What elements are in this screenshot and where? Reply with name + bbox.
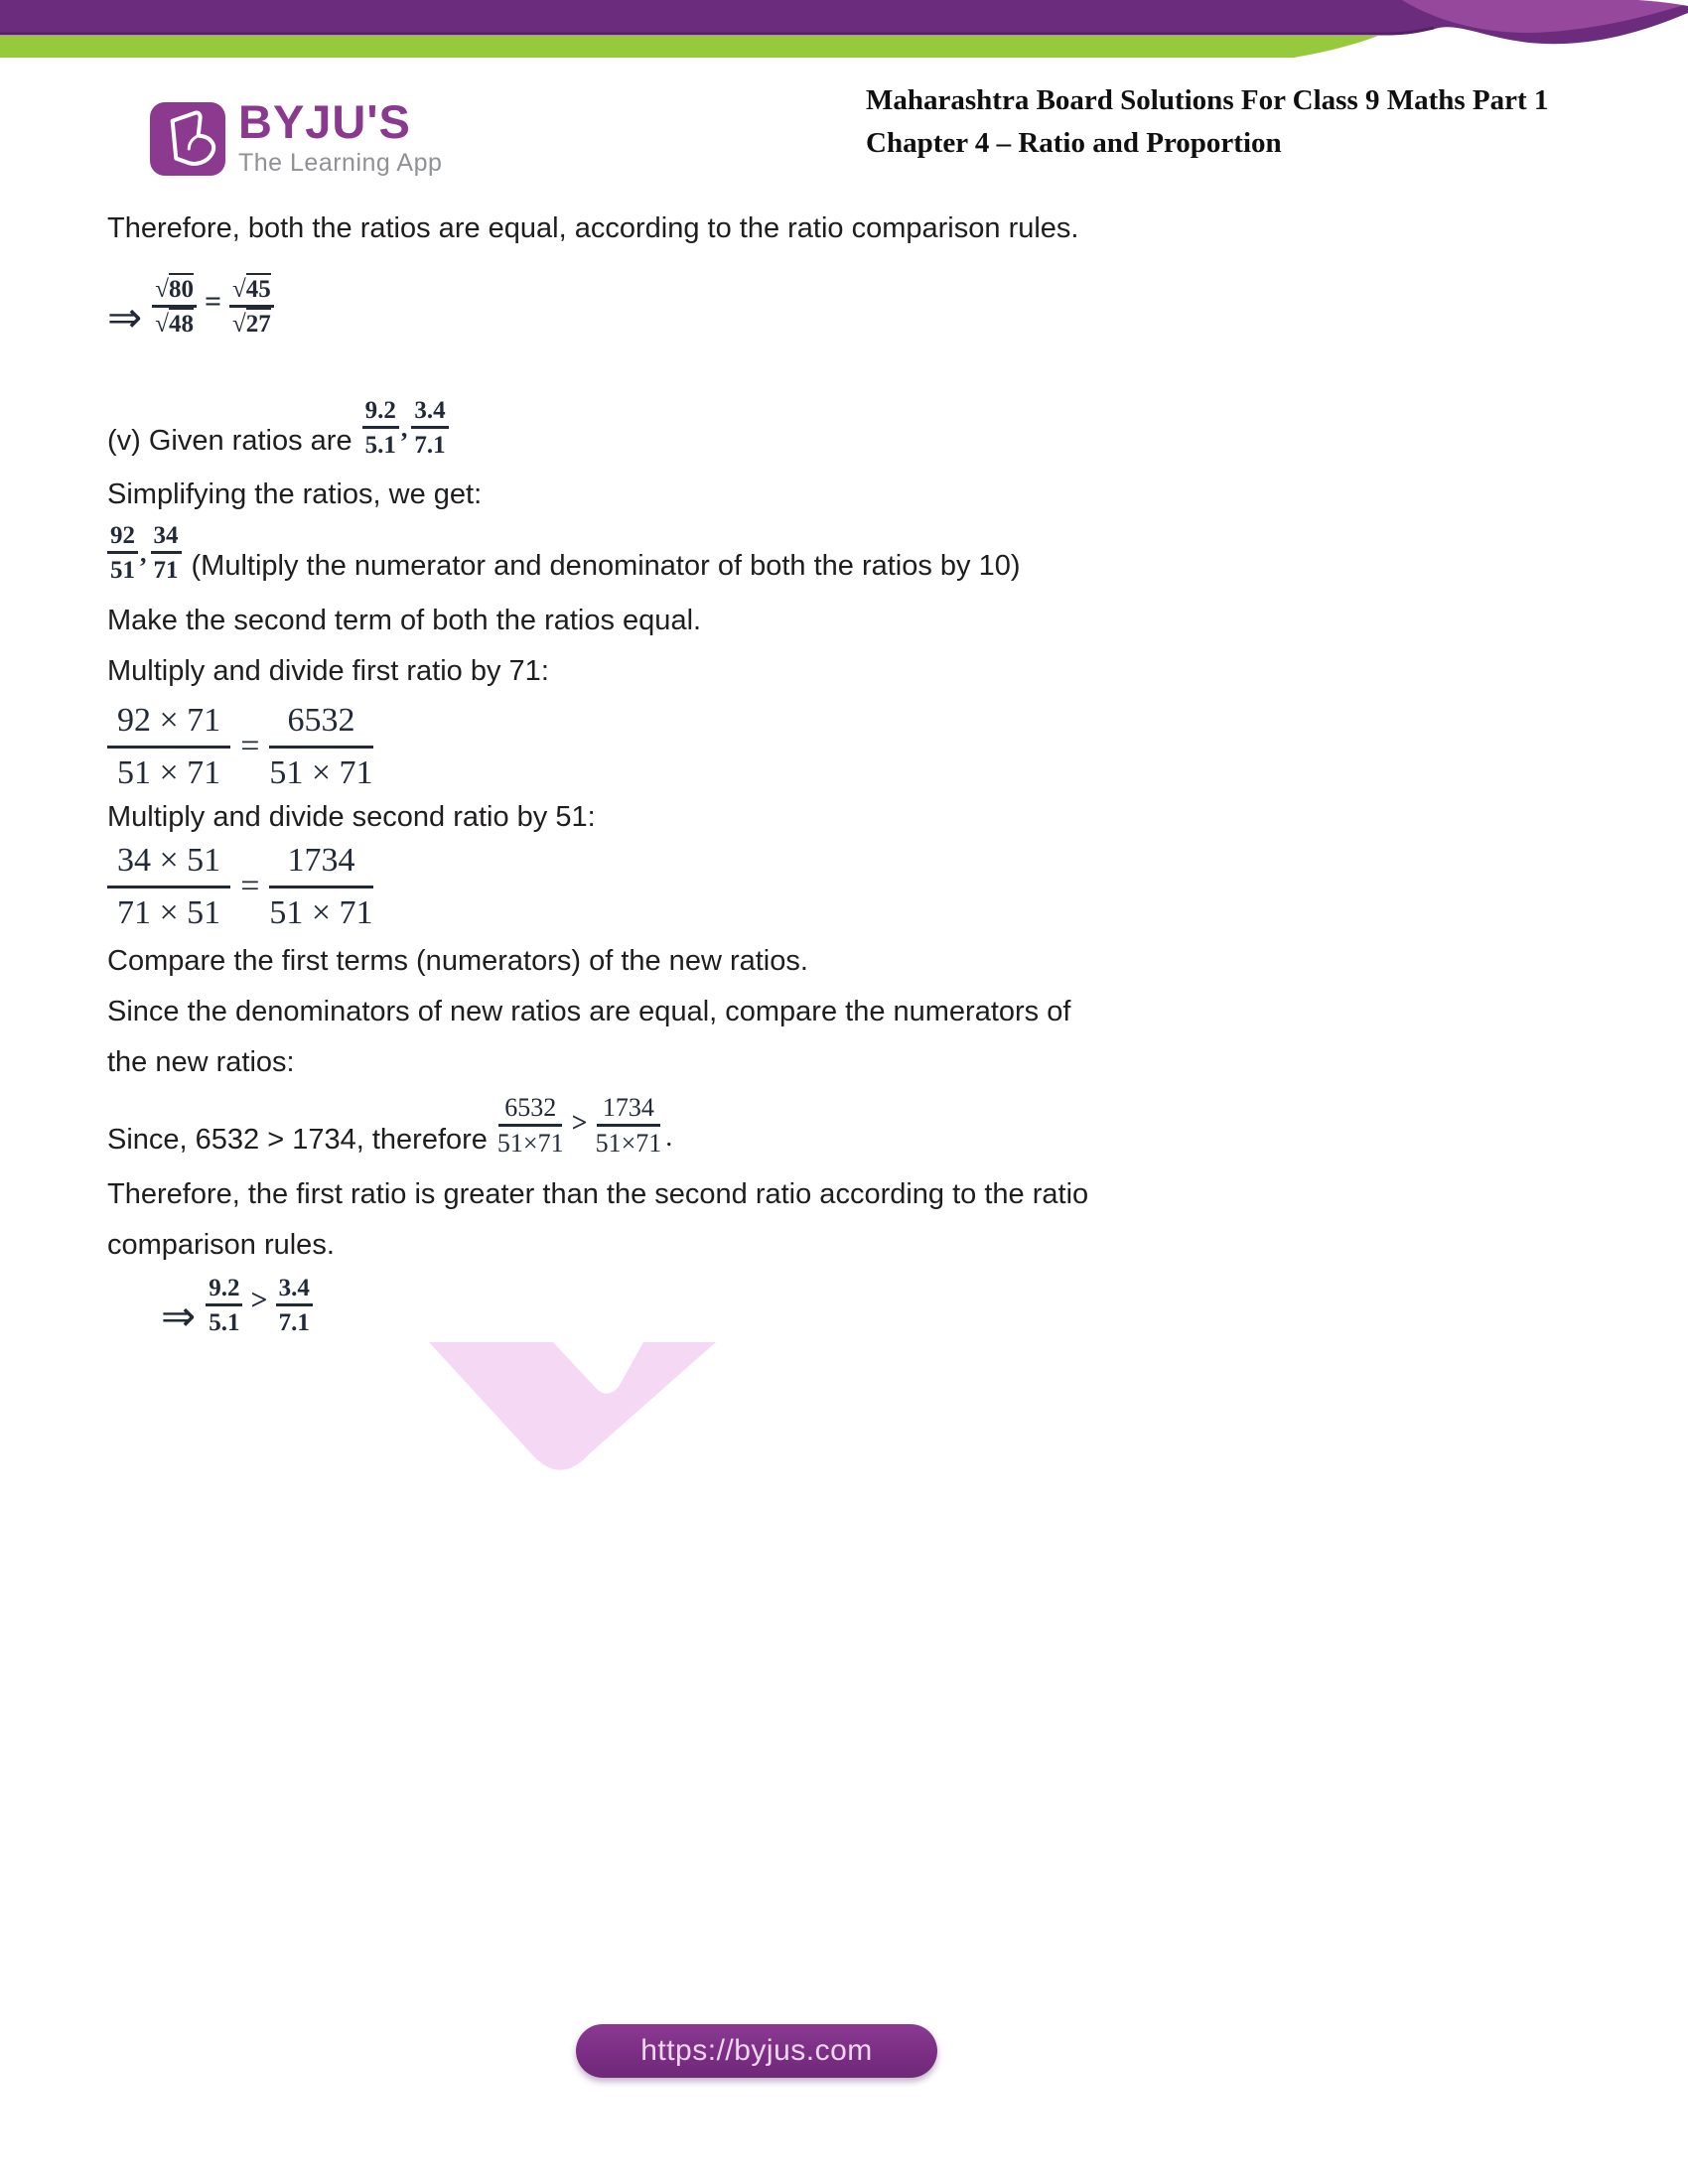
paragraph-first-ratio-greater: Therefore, the first ratio is greater than the second ratio according to the ratio (107, 1178, 1089, 1210)
paragraph-since-6532-greater (107, 1084, 672, 1158)
fraction-34-71: $\frac{34}{71}$ (151, 522, 182, 584)
radical-icon: √ (155, 311, 169, 338)
fraction-1734-51x71: $\frac{1734}{51 \times 71}$ (269, 841, 373, 931)
document-header (866, 79, 1548, 165)
paragraph-comparison-rules: comparison rules. (107, 1229, 335, 1261)
fraction-92x71-51x71: $\frac{92 \times 71}{51 \times 71}$ (107, 702, 230, 792)
equals-sign: = (204, 285, 222, 318)
paragraph-the-new-ratios: the new ratios: (107, 1046, 295, 1078)
fraction-6532-51x71: $\frac{6532}{51 \times 71}$ (269, 701, 373, 791)
period: . (665, 1122, 673, 1153)
logo-text-block (238, 95, 443, 178)
doc-title-line2: Chapter 4 – Ratio and Proportion (866, 127, 1282, 159)
byjus-b-icon (149, 99, 226, 177)
byjus-url-button[interactable] (576, 2024, 937, 2078)
given-ratios-text: (v) Given ratios are (107, 425, 352, 457)
equals-sign: = (240, 728, 260, 764)
paragraph-simplified-fractions (107, 518, 1021, 584)
comma-separator: , (400, 414, 408, 443)
comma-separator: , (140, 539, 147, 568)
fraction-9.2-5.1: $\frac{9.2}{5.1}$ (362, 397, 399, 459)
paragraph-simplifying: Simplifying the ratios, we get: (107, 478, 483, 510)
equals-sign: = (240, 868, 260, 904)
greater-than-sign: > (250, 1284, 268, 1316)
radical-icon: √ (232, 311, 246, 338)
byjus-url-label: https://byjus.com (640, 2034, 873, 2067)
implies-arrow-icon: ⇒ (161, 1293, 197, 1339)
fraction-sqrt45-sqrt27: $\frac{√45}{√27}$ (229, 276, 274, 338)
fraction-3.4-7.1: $\frac{3.4}{7.1}$ (276, 1275, 313, 1336)
fraction-92-51: $\frac{92}{51}$ (107, 522, 138, 584)
paragraph-conclusion-equal: Therefore, both the ratios are equal, according to the ratio comparison rules. (107, 212, 1079, 244)
fraction-1734-51x71: $\frac{1734}{51\times 71}$ (595, 1093, 662, 1158)
paragraph-compare-terms: Compare the first terms (numerators) of the new ratios. (107, 945, 808, 977)
radical-icon: √ (155, 276, 169, 303)
multiply-by-10-note: (Multiply the numerator and denominator of both the ratios by 10) (191, 550, 1021, 582)
green-band (0, 36, 1378, 58)
fraction-sqrt80-sqrt48: $\frac{√80}{√48}$ (152, 276, 197, 338)
paragraph-make-second-term: Make the second term of both the ratios equal. (107, 605, 702, 636)
equation-sqrt-comparison (107, 256, 274, 341)
fraction-9.2-5.1: $\frac{9.2}{5.1}$ (206, 1275, 242, 1336)
byjus-watermark-icon (427, 1340, 725, 1489)
header-wave-decoration (0, 0, 1688, 79)
implies-arrow-icon: ⇒ (107, 294, 143, 341)
since-therefore-text: Since, 6532 > 1734, therefore (107, 1124, 488, 1156)
equation-second-ratio-scaled (107, 841, 373, 932)
byjus-logo (149, 95, 443, 178)
fraction-6532-51x71: $\frac{6532}{51\times 71}$ (496, 1093, 564, 1158)
logo-brand-text: BYJU'S (238, 95, 411, 148)
paragraph-given-ratios (107, 393, 449, 459)
fraction-3.4-7.1: $\frac{3.4}{7.1}$ (411, 397, 448, 459)
logo-tagline: The Learning App (238, 149, 443, 177)
equation-first-ratio-scaled (107, 701, 373, 792)
equation-final-comparison (107, 1267, 313, 1339)
fraction-34x51-71x51: $\frac{34 \times 51}{71 \times 51}$ (107, 842, 230, 932)
paragraph-multiply-second: Multiply and divide second ratio by 51: (107, 801, 596, 833)
doc-title-line1: Maharashtra Board Solutions For Class 9 Maths Part 1 (866, 84, 1549, 116)
greater-than-sign: > (571, 1108, 588, 1139)
paragraph-multiply-first: Multiply and divide first ratio by 71: (107, 655, 549, 687)
paragraph-since-denominators: Since the denominators of new ratios are equal, compare the numerators of (107, 996, 1071, 1027)
radical-icon: √ (232, 276, 246, 303)
